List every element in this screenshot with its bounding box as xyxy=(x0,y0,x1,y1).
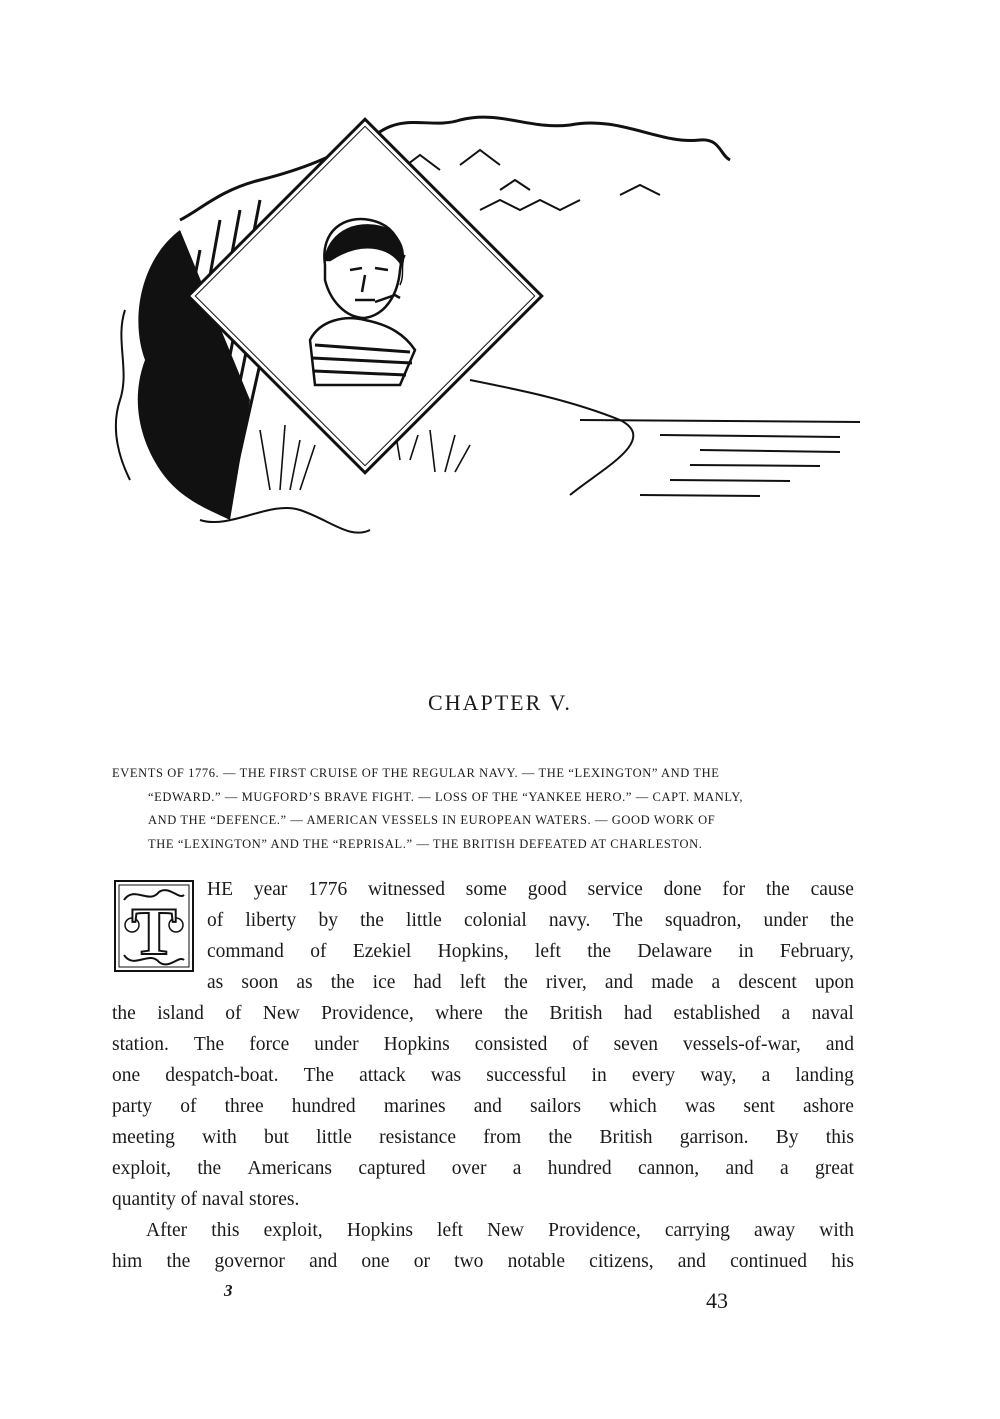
word: left xyxy=(437,1220,464,1241)
text-line xyxy=(112,1246,854,1277)
word: exploit, xyxy=(263,1220,323,1241)
word: upon xyxy=(814,972,854,993)
word: or xyxy=(413,1251,430,1272)
word: Providence, xyxy=(548,1220,641,1241)
word: February, xyxy=(779,941,854,962)
word: of xyxy=(310,941,327,962)
word: three xyxy=(224,1096,264,1117)
word: a xyxy=(512,1158,522,1179)
word: in xyxy=(591,1065,607,1086)
word: continued xyxy=(730,1251,808,1272)
word: The xyxy=(612,910,643,931)
word: of xyxy=(207,910,224,931)
word: the xyxy=(504,1003,529,1024)
word: but xyxy=(263,1127,289,1148)
word: HE xyxy=(207,879,233,900)
word: 1776 xyxy=(308,879,348,900)
word: river, xyxy=(545,972,587,993)
word: the xyxy=(330,972,355,993)
word: for xyxy=(722,879,746,900)
word: one xyxy=(361,1251,390,1272)
signature-mark: 3 xyxy=(224,1281,233,1300)
word: his xyxy=(831,1251,854,1272)
word: meeting xyxy=(112,1127,175,1148)
word: Hopkins, xyxy=(437,941,509,962)
word: the xyxy=(548,1127,573,1148)
word: a xyxy=(761,1065,771,1086)
chapter-title: CHAPTER V. xyxy=(428,690,572,715)
word: some xyxy=(465,879,507,900)
word: little xyxy=(316,1127,352,1148)
word: a xyxy=(711,972,721,993)
text-line xyxy=(112,967,854,998)
synopsis-line: “EDWARD.” — MUGFORD’S BRAVE FIGHT. — LOSS OF THE “YANKEE HERO.” — CAPT. MANLY, xyxy=(148,789,744,804)
word: and xyxy=(604,972,634,993)
word: which xyxy=(609,1096,657,1117)
word: of xyxy=(572,1034,589,1055)
word: little xyxy=(406,910,442,931)
synopsis-line: EVENTS OF 1776. — THE FIRST CRUISE OF THE REGULAR NAVY. — THE “LEXINGTON” AND THE xyxy=(112,766,720,780)
word: British xyxy=(549,1003,603,1024)
word: carrying xyxy=(664,1220,730,1241)
word: sent xyxy=(743,1096,775,1117)
word: marines xyxy=(383,1096,446,1117)
word: of xyxy=(180,1096,197,1117)
word: successful xyxy=(486,1065,567,1086)
word: landing xyxy=(795,1065,854,1086)
word: captured xyxy=(358,1158,426,1179)
word: made xyxy=(651,972,694,993)
word: despatch-boat. xyxy=(165,1065,279,1086)
word: way, xyxy=(700,1065,737,1086)
word: as xyxy=(296,972,313,993)
word: by xyxy=(318,910,338,931)
word: force xyxy=(249,1034,290,1055)
word: this xyxy=(211,1220,240,1241)
word: great xyxy=(814,1158,854,1179)
word: over xyxy=(451,1158,487,1179)
word: colonial xyxy=(463,910,527,931)
word: under xyxy=(763,910,808,931)
word: and xyxy=(677,1251,706,1272)
word: the xyxy=(166,1251,191,1272)
word: the xyxy=(830,910,854,931)
word: Hopkins xyxy=(346,1220,413,1241)
body-text xyxy=(112,874,854,1277)
text-line xyxy=(112,1153,854,1184)
word: command xyxy=(207,941,284,962)
word: governor xyxy=(214,1251,285,1272)
word: done xyxy=(663,879,702,900)
word: where xyxy=(435,1003,483,1024)
text-line-content: quantity of naval stores. xyxy=(112,1189,300,1210)
word: good xyxy=(527,879,567,900)
text-line xyxy=(112,1122,854,1153)
text-line xyxy=(112,936,854,967)
word: After xyxy=(146,1220,188,1241)
word: and xyxy=(309,1251,338,1272)
word: Hopkins xyxy=(383,1034,450,1055)
word: ice xyxy=(372,972,396,993)
word: sailors xyxy=(530,1096,581,1117)
word: hundred xyxy=(547,1158,612,1179)
word: hundred xyxy=(291,1096,356,1117)
word: the xyxy=(587,941,612,962)
word: the xyxy=(503,972,528,993)
word: The xyxy=(193,1034,225,1055)
word: New xyxy=(487,1220,524,1241)
word: garrison. xyxy=(679,1127,749,1148)
word: resistance xyxy=(379,1127,456,1148)
word: navy. xyxy=(548,910,591,931)
word: and xyxy=(725,1158,754,1179)
word: with xyxy=(202,1127,237,1148)
word: ashore xyxy=(803,1096,854,1117)
word: service xyxy=(587,879,643,900)
word: him xyxy=(112,1251,143,1272)
word: The xyxy=(303,1065,334,1086)
word: and xyxy=(473,1096,502,1117)
word: liberty xyxy=(245,910,297,931)
word: established xyxy=(673,1003,761,1024)
word: By xyxy=(775,1127,799,1148)
chapter-header-illustration xyxy=(100,100,880,560)
chapter-synopsis xyxy=(112,762,866,856)
word: British xyxy=(599,1127,653,1148)
text-line xyxy=(112,1184,854,1215)
word: left xyxy=(459,972,486,993)
word: exploit, xyxy=(112,1158,172,1179)
word: had xyxy=(413,972,442,993)
word: with xyxy=(819,1220,854,1241)
word: citizens, xyxy=(589,1251,654,1272)
word: naval xyxy=(811,1003,854,1024)
word: squadron, xyxy=(665,910,742,931)
text-line xyxy=(112,1060,854,1091)
word: party xyxy=(112,1096,153,1117)
text-line xyxy=(112,1029,854,1060)
word: was xyxy=(684,1096,716,1117)
word: of xyxy=(225,1003,242,1024)
word: under xyxy=(314,1034,359,1055)
svg-text:T: T xyxy=(131,893,177,969)
text-line xyxy=(112,874,854,905)
word: cause xyxy=(810,879,854,900)
word: from xyxy=(483,1127,522,1148)
word: and xyxy=(825,1034,854,1055)
word: the xyxy=(765,879,790,900)
word: away xyxy=(754,1220,796,1241)
word: the xyxy=(197,1158,222,1179)
word: cannon, xyxy=(638,1158,700,1179)
word: Ezekiel xyxy=(352,941,412,962)
word: New xyxy=(262,1003,300,1024)
synopsis-line: THE “LEXINGTON” AND THE “REPRISAL.” — THE BRITISH DEFEATED AT CHARLESTON. xyxy=(148,836,703,851)
word: Americans xyxy=(247,1158,332,1179)
word: station. xyxy=(112,1034,169,1055)
word: island xyxy=(157,1003,204,1024)
word: attack xyxy=(359,1065,406,1086)
word: the xyxy=(360,910,384,931)
word: every xyxy=(631,1065,676,1086)
page-number: 43 xyxy=(706,1288,728,1313)
word: a xyxy=(780,1158,789,1179)
word: year xyxy=(253,879,288,900)
word: as xyxy=(207,972,224,993)
word: notable xyxy=(507,1251,565,1272)
word: vessels-of-war, xyxy=(683,1034,801,1055)
word: witnessed xyxy=(368,879,445,900)
synopsis-line: AND THE “DEFENCE.” — AMERICAN VESSELS IN EUROPEAN WATERS. — GOOD WORK OF xyxy=(148,813,716,827)
word: descent xyxy=(738,972,797,993)
word: seven xyxy=(613,1034,658,1055)
word: soon xyxy=(241,972,279,993)
word: Delaware xyxy=(637,941,713,962)
word: consisted xyxy=(474,1034,548,1055)
word: in xyxy=(738,941,754,962)
text-line xyxy=(112,1215,854,1246)
text-line xyxy=(112,905,854,936)
word: this xyxy=(825,1127,854,1148)
word: was xyxy=(430,1065,462,1086)
text-line xyxy=(112,1091,854,1122)
word: Providence, xyxy=(321,1003,414,1024)
word: left xyxy=(534,941,561,962)
word: one xyxy=(112,1065,141,1086)
word: had xyxy=(623,1003,653,1024)
word: a xyxy=(781,1003,791,1024)
word: two xyxy=(454,1251,484,1272)
word: the xyxy=(112,1003,136,1024)
text-line xyxy=(112,998,854,1029)
